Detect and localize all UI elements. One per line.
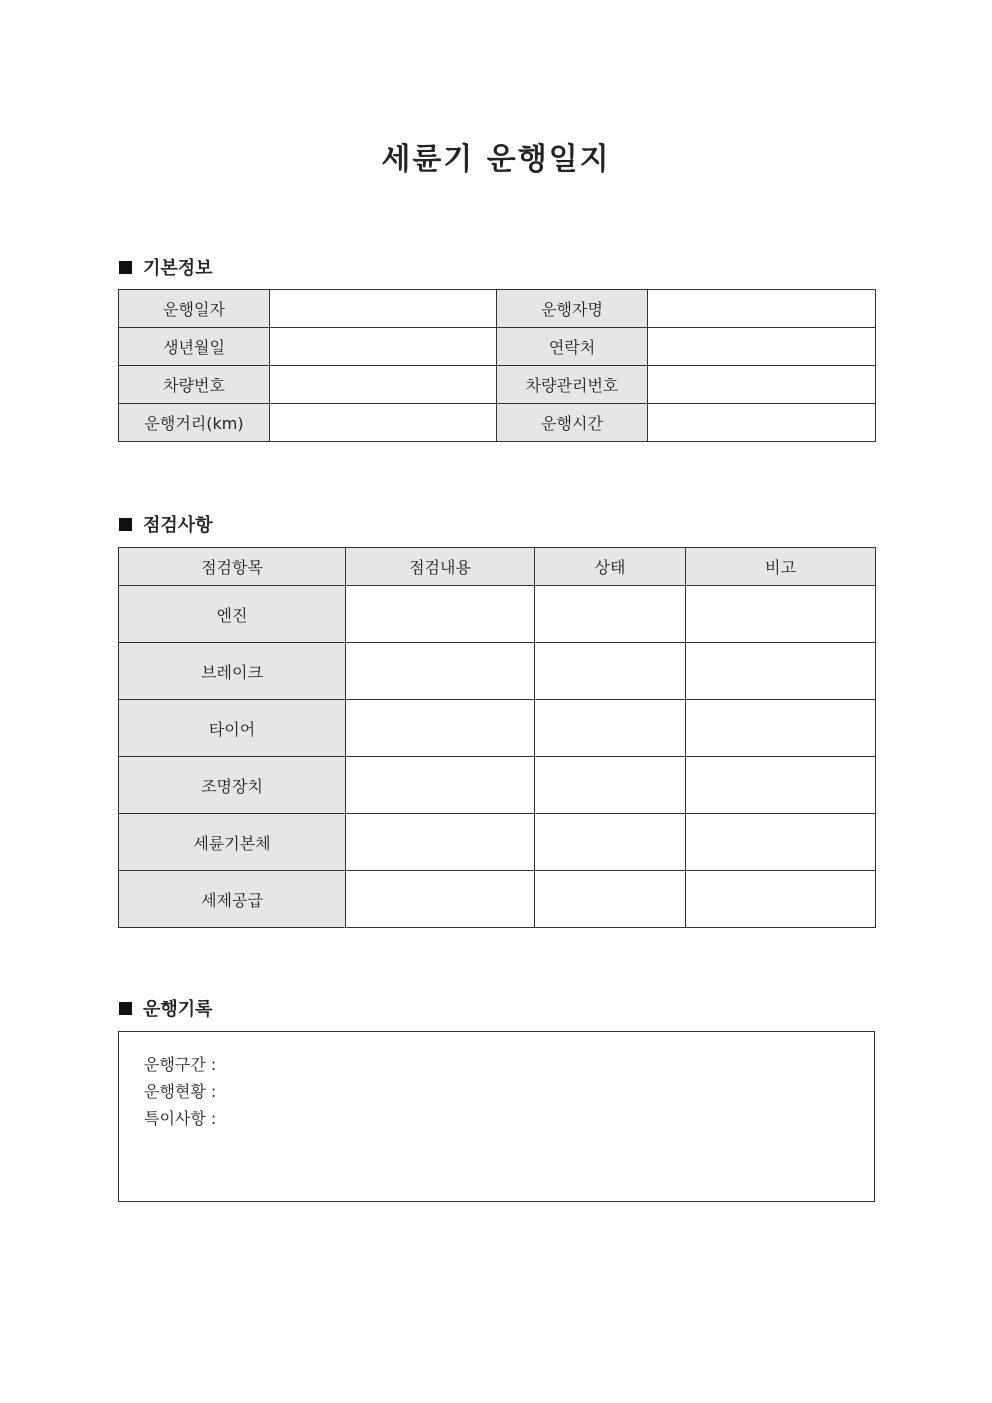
inspection-note-cell[interactable] [686, 871, 876, 928]
inspection-content-cell[interactable] [346, 814, 535, 871]
field-value-cell[interactable] [270, 404, 497, 442]
square-bullet-icon [119, 1002, 132, 1015]
table-row [119, 366, 876, 404]
field-label: 운행자명 [497, 290, 648, 328]
inspection-status-cell[interactable] [535, 643, 686, 700]
column-header: 점검항목 [119, 548, 346, 586]
field-label: 차량번호 [119, 366, 270, 404]
table-row [119, 404, 876, 442]
inspection-heading-text: 점검사항 [143, 515, 213, 536]
inspection-note-cell[interactable] [686, 586, 876, 643]
inspection-note-cell[interactable] [686, 757, 876, 814]
inspection-content-cell[interactable] [346, 871, 535, 928]
inspection-item-label: 브레이크 [119, 643, 346, 700]
record-heading [119, 995, 213, 1021]
table-row [119, 586, 876, 643]
record-line-remarks: 특이사항 : [144, 1109, 217, 1128]
field-label: 차량관리번호 [497, 366, 648, 404]
field-label: 생년월일 [119, 328, 270, 366]
inspection-status-cell[interactable] [535, 757, 686, 814]
inspection-status-cell[interactable] [535, 586, 686, 643]
table-header-row [119, 548, 876, 586]
inspection-content-cell[interactable] [346, 643, 535, 700]
field-value-cell[interactable] [648, 290, 876, 328]
column-header: 점검내용 [346, 548, 535, 586]
column-header: 상태 [535, 548, 686, 586]
table-row [119, 643, 876, 700]
inspection-note-cell[interactable] [686, 643, 876, 700]
square-bullet-icon [119, 261, 132, 274]
record-heading-text: 운행기록 [143, 999, 213, 1020]
inspection-item-label: 타이어 [119, 700, 346, 757]
table-row [119, 700, 876, 757]
basic-info-heading-text: 기본정보 [143, 258, 213, 279]
table-row [119, 871, 876, 928]
field-label: 연락처 [497, 328, 648, 366]
field-value-cell[interactable] [648, 366, 876, 404]
inspection-item-label: 조명장치 [119, 757, 346, 814]
square-bullet-icon [119, 518, 132, 531]
basic-info-heading [119, 254, 213, 280]
inspection-status-cell[interactable] [535, 871, 686, 928]
field-value-cell[interactable] [270, 328, 497, 366]
field-value-cell[interactable] [270, 290, 497, 328]
field-value-cell[interactable] [648, 404, 876, 442]
field-label: 운행시간 [497, 404, 648, 442]
inspection-heading [119, 511, 213, 537]
basic-info-table [118, 289, 876, 442]
table-row [119, 814, 876, 871]
inspection-status-cell[interactable] [535, 814, 686, 871]
inspection-note-cell[interactable] [686, 700, 876, 757]
table-row [119, 757, 876, 814]
column-header: 비고 [686, 548, 876, 586]
table-row [119, 328, 876, 366]
field-value-cell[interactable] [270, 366, 497, 404]
record-line-route: 운행구간 : [144, 1055, 217, 1074]
field-value-cell[interactable] [648, 328, 876, 366]
operation-record-box[interactable] [118, 1031, 875, 1202]
inspection-content-cell[interactable] [346, 757, 535, 814]
table-row [119, 290, 876, 328]
record-lines [144, 1051, 216, 1132]
inspection-item-label: 세제공급 [119, 871, 346, 928]
document-title: 세륜기 운행일지 [381, 142, 611, 177]
field-label: 운행일자 [119, 290, 270, 328]
field-label: 운행거리(km) [119, 404, 270, 442]
inspection-content-cell[interactable] [346, 700, 535, 757]
inspection-item-label: 엔진 [119, 586, 346, 643]
inspection-content-cell[interactable] [346, 586, 535, 643]
inspection-item-label: 세륜기본체 [119, 814, 346, 871]
record-line-status: 운행현황 : [144, 1082, 217, 1101]
inspection-status-cell[interactable] [535, 700, 686, 757]
inspection-table [118, 547, 876, 928]
inspection-note-cell[interactable] [686, 814, 876, 871]
